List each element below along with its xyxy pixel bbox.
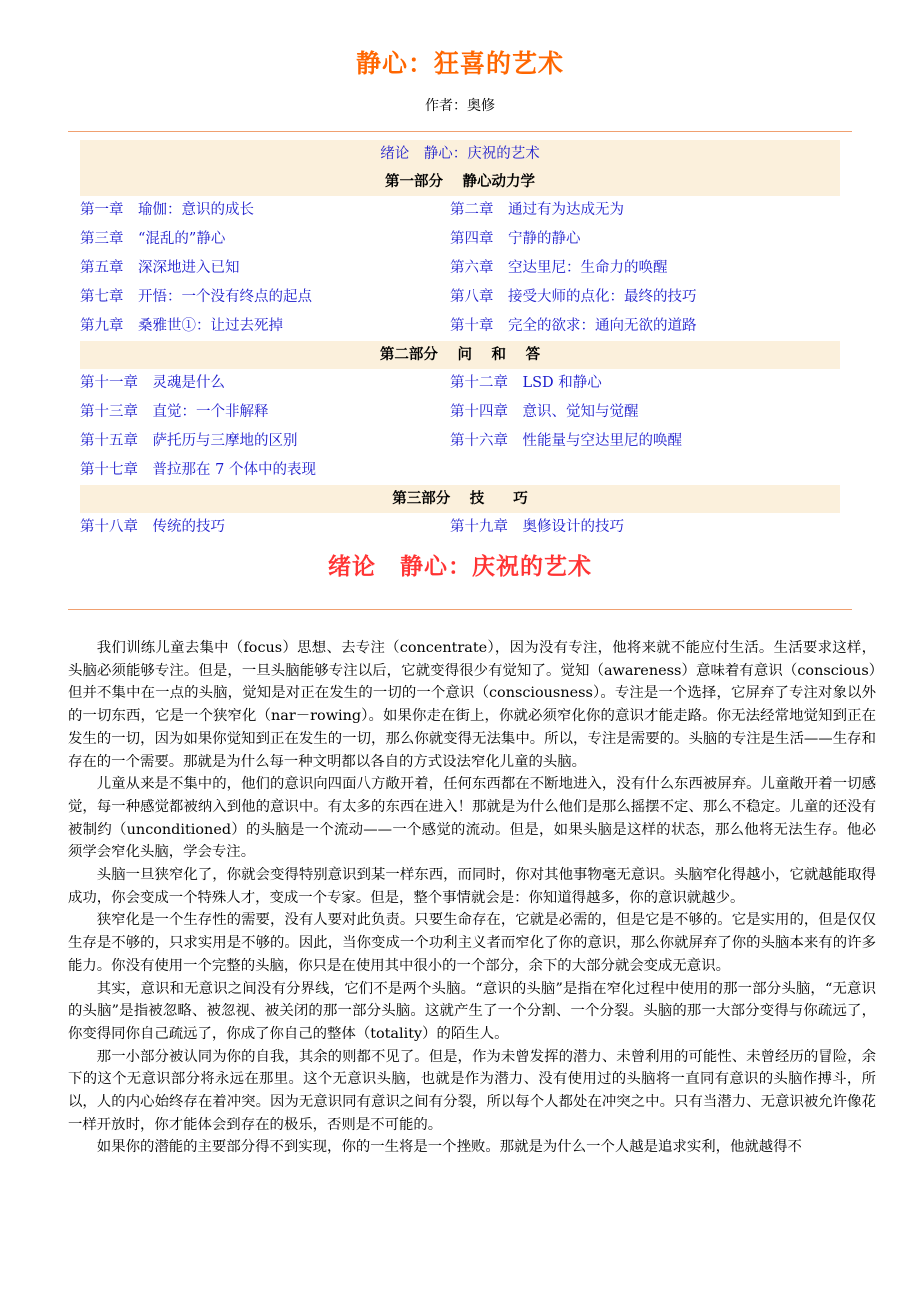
section-title: 绪论 静心：庆祝的艺术 [328, 553, 592, 580]
toc-chapter-link[interactable]: 第十三章 直觉：一个非解释 [80, 404, 269, 420]
paragraph: 其实，意识和无意识之间没有分界线，它们不是两个头脑。“意识的头脑”是指在窄化过程中使用的那一部分头脑，“无意识的头脑”是指被忽略、被忽视、被关闭的那一部分头脑。这就产生了一个分割、一个分裂。头脑的那一大部分变得与你疏远了，你变得同你自己疏远了，你成了你自己的整体（totality）的陌生人。 [68, 980, 876, 1042]
toc-part-heading: 第二部分 问 和 答 [80, 341, 840, 369]
divider-section [68, 609, 852, 610]
toc-chapter-link[interactable]: 第一章 瑜伽：意识的成长 [80, 202, 254, 218]
paragraph: 头脑一旦狭窄化了，你就会变得特别意识到某一样东西，而同时，你对其他事物毫无意识。头脑窄化得越小，它就越能取得成功，你会变成一个特殊人才，变成一个专家。但是，整个事情就会是：你知道得越多，你的意识就越少。 [68, 867, 876, 906]
toc-chapter-link[interactable]: 第十二章 LSD 和静心 [450, 375, 602, 391]
toc-chapter-link[interactable]: 第八章 接受大师的点化：最终的技巧 [450, 289, 697, 305]
toc-row [80, 456, 840, 485]
toc-chapter-link[interactable]: 第三章 “混乱的”静心 [80, 231, 226, 247]
page-title: 静心：狂喜的艺术 [355, 49, 564, 78]
toc-chapter-link[interactable]: 第十九章 奥修设计的技巧 [450, 519, 624, 535]
toc-chapter-link[interactable]: 第四章 宁静的静心 [450, 231, 581, 247]
toc-chapter-link[interactable]: 第十七章 普拉那在 7 个体中的表现 [80, 462, 316, 478]
toc-empty-cell [450, 456, 840, 485]
toc-part-heading: 第三部分 技 巧 [80, 485, 840, 513]
toc-chapter-link[interactable]: 第十五章 萨托历与三摩地的区别 [80, 433, 298, 449]
toc-row [80, 369, 840, 398]
article-body [68, 637, 876, 1159]
toc-row [80, 398, 840, 427]
toc-chapter-link[interactable]: 第五章 深深地进入已知 [80, 260, 240, 276]
toc-chapter-link[interactable]: 第十一章 灵魂是什么 [80, 375, 225, 391]
paragraph: 我们训练儿童去集中（focus）思想、去专注（concentrate），因为没有专注，他将来就不能应付生活。生活要求这样，头脑必须能够专注。但是，一旦头脑能够专注以后，它就变得很少有觉知了。觉知（awareness）意味着有意识（conscious）但并不集中在一点的头脑，觉知是对正在发生的一切的一个意识（consciousness）。专注是一个选择，它屏弃了专注对象以外的一切东西，它是一个狭窄化（nar－rowing）。如果你走在街上，你就必须窄化你的意识才能走路。你无法经常地觉知到正在发生的一切，因为如果你觉知到正在发生的一切，那么你就变得无法集中。所以，专注是需要的。头脑的专注是生活——生存和存在的一个需要。那就是为什么每一种文明都以各自的方式设法窄化儿童的头脑。 [68, 640, 876, 770]
toc-row [80, 513, 840, 542]
toc-chapter-link[interactable]: 第十八章 传统的技巧 [80, 519, 225, 535]
paragraph: 儿童从来是不集中的，他们的意识向四面八方敞开着，任何东西都在不断地进入，没有什么东西被屏弃。儿童敞开着一切感觉，每一种感觉都被纳入到他的意识中。有太多的东西在进入！那就是为什么他们是那么摇摆不定、那么不稳定。儿童的还没有被制约（unconditioned）的头脑是一个流动——一个感觉的流动。但是，如果头脑是这样的状态，那么他将无法生存。他必须学会窄化头脑，学会专注。 [68, 776, 876, 861]
toc-part-heading: 第一部分 静心动力学 [80, 168, 840, 196]
toc-row [80, 283, 840, 312]
toc-row [80, 254, 840, 283]
toc-part3-chapters [80, 513, 840, 542]
toc-row [80, 225, 840, 254]
divider-top [68, 131, 852, 132]
toc-part2-chapters [80, 369, 840, 485]
toc-row [80, 427, 840, 456]
toc-chapter-link[interactable]: 第六章 空达里尼：生命力的唤醒 [450, 260, 668, 276]
toc-row [80, 312, 840, 341]
table-of-contents [80, 140, 840, 542]
toc-chapter-link[interactable]: 第九章 桑雅世①：让过去死掉 [80, 318, 283, 334]
toc-row [80, 196, 840, 225]
toc-part1-chapters [80, 196, 840, 341]
toc-intro-link[interactable]: 绪论 静心：庆祝的艺术 [80, 140, 840, 168]
paragraph: 那一小部分被认同为你的自我，其余的则都不见了。但是，作为未曾发挥的潜力、未曾利用的可能性、未曾经历的冒险，余下的这个无意识部分将永远在那里。这个无意识头脑，也就是作为潜力、没有使用过的头脑将一直同有意识的头脑作搏斗，所以，人的内心始终存在着冲突。因为无意识同有意识之间有分裂，所以每个人都处在冲突之中。只有当潜力、无意识被允许像花一样开放时，你才能体会到存在的极乐，否则是不可能的。 [68, 1048, 876, 1133]
paragraph: 如果你的潜能的主要部分得不到实现，你的一生将是一个挫败。那就是为什么一个人越是追求实利，他就越得不 [96, 1139, 802, 1156]
toc-chapter-link[interactable]: 第二章 通过有为达成无为 [450, 202, 624, 218]
toc-chapter-link[interactable]: 第十六章 性能量与空达里尼的唤醒 [450, 433, 682, 449]
toc-chapter-link[interactable]: 第十章 完全的欲求：通向无欲的道路 [450, 318, 697, 334]
author-line: 作者：奥修 [425, 98, 495, 114]
toc-chapter-link[interactable]: 第十四章 意识、觉知与觉醒 [450, 404, 639, 420]
toc-chapter-link[interactable]: 第七章 开悟：一个没有终点的起点 [80, 289, 312, 305]
paragraph: 狭窄化是一个生存性的需要，没有人要对此负责。只要生命存在，它就是必需的，但是它是不够的。它是实用的，但是仅仅生存是不够的，只求实用是不够的。因此，当你变成一个功利主义者而窄化了你的意识，那么你就屏弃了你的头脑本来有的许多能力。你没有使用一个完整的头脑，你只是在使用其中很小的一个部分，余下的大部分就会变成无意识。 [68, 912, 876, 974]
